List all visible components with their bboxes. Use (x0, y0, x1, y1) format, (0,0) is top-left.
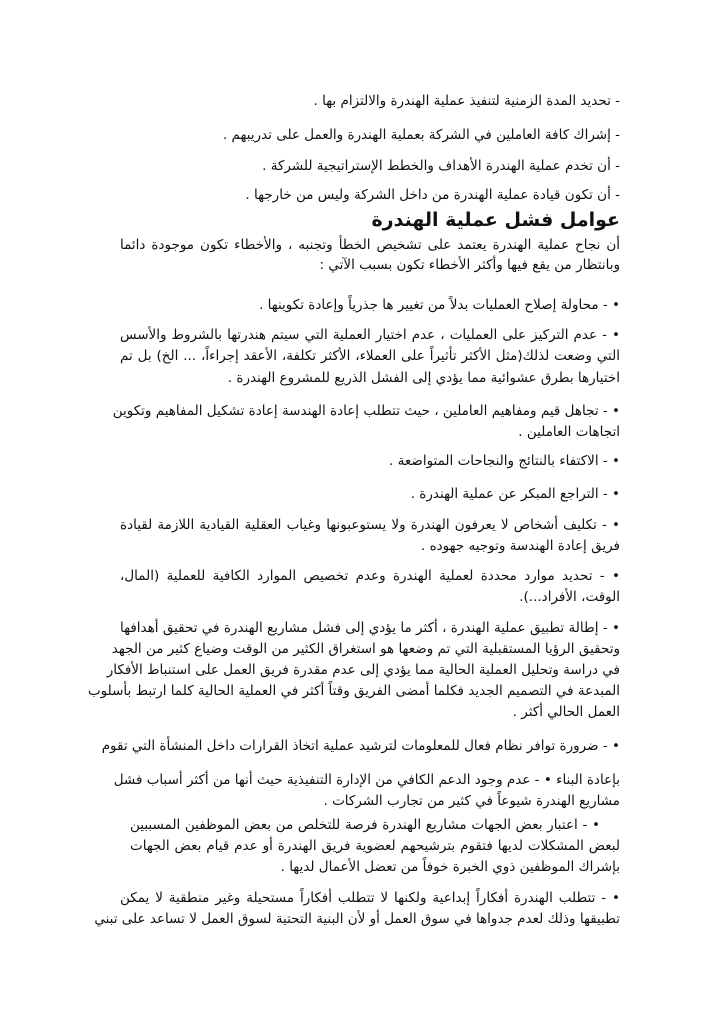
failure-factor-item: • - إطالة تطبيق عملية الهندرة ، أكثر ما يؤدي إلى فشل مشاريع الهندرة في تحقيق أهدافها (120, 620, 620, 636)
failure-factor-continuation: مشاريع الهندرة شيوعاً في كثير من تجارب الشركات . (323, 793, 620, 809)
failure-factor-continuation: العمل الحالي أكثر . (512, 704, 620, 720)
failure-factor-continuation: بإشراك الموظفين ذوي الخبرة خوفاً من تعضل الأعمال لديها . (280, 859, 620, 875)
goal-item-strategy: - أن تخدم عملية الهندرة الأهداف والخطط الإستراتيجية للشركة . (262, 158, 620, 174)
failure-factor-continuation: اختيارها بطرق عشوائية مما يؤدي إلى الفشل الذريع للمشروع الهندرة . (227, 370, 620, 386)
failure-factor-item: بإعادة البناء • - عدم وجود الدعم الكافي من الإدارة التنفيذية حيث أنها من أكثر أسباب فشل (113, 772, 620, 788)
failure-factor-item: • - عدم التركيز على العمليات ، عدم اختيار العملية التي سيتم هندرتها بالشروط والأسس (120, 327, 620, 343)
failure-factor-item: • - تجاهل قيم ومفاهيم العاملين ، حيث تتطلب إعادة الهندسة إعادة تشكيل المفاهيم وتكوين (112, 403, 620, 419)
failure-factor-continuation: في دراسة وتحليل العملية الحالية مما يؤدي إلى عدم مقدرة فريق العمل على استنباط الأفكار (106, 662, 620, 678)
failure-factor-continuation: تطبيقها وذلك لعدم جدواها في سوق العمل أو لأن البنية التحتية لسوق العمل لا تساعد على تبني (94, 911, 620, 927)
failure-factor-item: • - تكليف أشخاص لا يعرفون الهندرة ولا يستوعبونها وغياب العقلية القيادية اللازمة لقيادة (120, 517, 620, 533)
intro-paragraph-line: وبانتظار من يقع فيها وأكثر الأخطاء تكون بسبب الآتي : (319, 257, 620, 273)
failure-factor-continuation: الوقت، الأفراد...). (519, 589, 620, 605)
failure-factor-item: • - محاولة إصلاح العمليات بدلاً من تغيير ها جذرياً وإعادة تكوينها . (259, 297, 620, 313)
failure-factor-item: • - تتطلب الهندرة أفكاراً إبداعية ولكنها لا تتطلب أفكاراً مستحيلة وغير منطقية لا يمكن (120, 890, 620, 906)
failure-factor-item: • - ضرورة توافر نظام فعال للمعلومات لترشيد عملية اتخاذ القرارات داخل المنشأة التي تقوم (101, 738, 620, 754)
goal-item-involve-employees: - إشراك كافة العاملين في الشركة بعملية الهندرة والعمل على تدريبهم . (222, 127, 620, 143)
failure-factor-continuation: اتجاهات العاملين . (518, 424, 620, 440)
failure-factor-continuation: فريق إعادة الهندسة وتوجيه جهوده . (421, 538, 620, 554)
goal-item-internal-leadership: - أن تكون قيادة عملية الهندرة من داخل الشركة وليس من خارجها . (245, 187, 620, 203)
failure-factor-item: • - الاكتفاء بالنتائج والنجاحات المتواضعة . (389, 453, 620, 469)
failure-factor-item: • - اعتبار بعض الجهات مشاريع الهندرة فرصة للتخلص من بعض الموظفين المسببين (130, 817, 600, 833)
failure-factor-item: • - تحديد موارد محددة لعملية الهندرة وعدم تخصيص الموارد الكافية للعملية (المال، (120, 568, 620, 584)
failure-factor-continuation: التي وضعت لذلك(مثل الأكثر تأثيراً على العملاء، الأكثر تكلفة، الأعقد إجراءاً، ... الخ) بل تم (120, 348, 620, 364)
failure-factor-continuation: المبدعة في التصميم الجديد فكلما أمضى الفريق وقتاً أكثر في العملية الحالية كلما ارتبط بأسلوب (87, 683, 620, 699)
section-heading: عوامل فشل عملية الهندرة (371, 209, 620, 231)
failure-factor-item: • - التراجع المبكر عن عملية الهندرة . (410, 486, 620, 502)
failure-factor-continuation: لبعض المشكلات لديها فتقوم بترشيحهم لعضوية فريق الهندرة أو عدم قيام بعض الجهات (130, 838, 620, 854)
intro-paragraph-line: أن نجاح عملية الهندرة يعتمد على تشخيص الخطأ وتجنبه ، والأخطاء تكون موجودة دائما (120, 237, 620, 253)
failure-factor-continuation: وتحقيق الرؤيا المستقبلية التي تم وضعها هو استغراق الكثير من الوقت وضياع كثير من الجهد (111, 641, 620, 657)
goal-item-timeline: - تحديد المدة الزمنية لتنفيذ عملية الهندرة والالتزام بها . (313, 93, 620, 109)
